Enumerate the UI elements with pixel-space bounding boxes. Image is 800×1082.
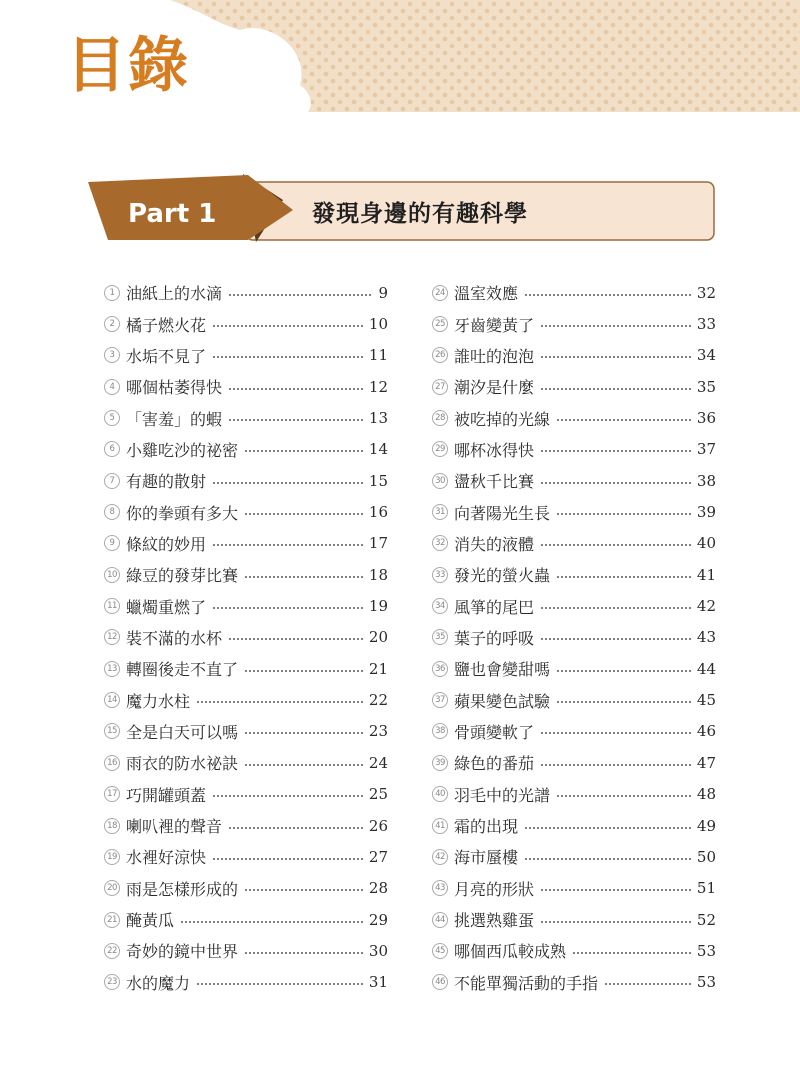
- toc-entry[interactable]: [104, 841, 388, 872]
- entry-page-number: 44: [696, 659, 716, 678]
- entry-page-number: 47: [696, 753, 716, 772]
- entry-title: 雨是怎樣形成的: [126, 879, 239, 899]
- entry-title: 發光的螢火蟲: [454, 566, 551, 586]
- page-title: 目錄: [66, 31, 190, 101]
- entry-number-badge: 7: [104, 473, 120, 489]
- entry-number-badge: 20: [104, 880, 120, 896]
- toc-entry[interactable]: [432, 747, 716, 778]
- toc-entry[interactable]: [432, 308, 716, 339]
- entry-title: 羽毛中的光譜: [454, 785, 551, 805]
- dot-leader: [212, 482, 363, 484]
- toc-entry[interactable]: [104, 465, 388, 496]
- entry-number-badge: 4: [104, 379, 120, 395]
- dot-leader: [540, 544, 691, 546]
- dot-leader: [540, 764, 691, 766]
- dot-leader: [540, 732, 691, 734]
- entry-number-badge: 5: [104, 410, 120, 426]
- entry-title: 鹽也會變甜嗎: [454, 660, 551, 680]
- dot-leader: [212, 325, 363, 327]
- dot-leader: [540, 450, 691, 452]
- entry-page-number: 37: [696, 440, 716, 459]
- entry-page-number: 19: [368, 597, 388, 616]
- toc-entry[interactable]: [104, 622, 388, 653]
- entry-number-badge: 9: [104, 535, 120, 551]
- dot-leader: [540, 921, 691, 923]
- toc-entry[interactable]: [104, 371, 388, 402]
- toc-entry[interactable]: [104, 528, 388, 559]
- entry-number-badge: 42: [432, 849, 448, 865]
- entry-title: 雨衣的防水祕訣: [126, 754, 239, 774]
- toc-entry[interactable]: [104, 434, 388, 465]
- toc-entry[interactable]: [104, 873, 388, 904]
- entry-number-badge: 35: [432, 629, 448, 645]
- entry-page-number: 53: [696, 973, 716, 992]
- entry-title: 奇妙的鏡中世界: [126, 942, 239, 962]
- entry-title: 月亮的形狀: [454, 879, 535, 899]
- entry-page-number: 33: [696, 315, 716, 334]
- entry-page-number: 45: [696, 691, 716, 710]
- entry-page-number: 50: [696, 847, 716, 866]
- entry-number-badge: 2: [104, 316, 120, 332]
- part-title: 發現身邊的有趣科學: [312, 201, 528, 227]
- entry-title: 你的拳頭有多大: [126, 503, 239, 523]
- entry-title: 蘋果變色試驗: [454, 691, 551, 711]
- entry-page-number: 53: [696, 941, 716, 960]
- entry-number-badge: 11: [104, 598, 120, 614]
- entry-number-badge: 30: [432, 473, 448, 489]
- entry-number-badge: 14: [104, 692, 120, 708]
- dot-leader: [228, 294, 372, 296]
- toc-entry[interactable]: [104, 716, 388, 747]
- dot-leader: [212, 795, 363, 797]
- dot-leader: [540, 356, 691, 358]
- entry-title: 霜的出現: [454, 817, 519, 837]
- entry-title: 誰吐的泡泡: [454, 346, 535, 366]
- entry-title: 裝不滿的水杯: [126, 628, 223, 648]
- entry-title: 水垢不見了: [126, 346, 207, 366]
- entry-number-badge: 41: [432, 818, 448, 834]
- entry-page-number: 26: [368, 816, 388, 835]
- toc-entry[interactable]: [432, 371, 716, 402]
- toc-entry[interactable]: [432, 653, 716, 684]
- entry-number-badge: 26: [432, 347, 448, 363]
- toc-entry[interactable]: [432, 904, 716, 935]
- dot-leader: [212, 858, 363, 860]
- entry-page-number: 9: [378, 283, 388, 302]
- entry-page-number: 21: [368, 659, 388, 678]
- entry-title: 挑選熟雞蛋: [454, 911, 535, 931]
- dot-leader: [540, 325, 691, 327]
- dot-leader: [244, 513, 363, 515]
- toc-entry[interactable]: [432, 841, 716, 872]
- entry-page-number: 38: [696, 471, 716, 490]
- entry-title: 潮汐是什麼: [454, 378, 535, 398]
- entry-number-badge: 24: [432, 285, 448, 301]
- entry-title: 水裡好涼快: [126, 848, 207, 868]
- entry-title: 綠色的番茄: [454, 754, 535, 774]
- entry-page-number: 41: [696, 565, 716, 584]
- toc-entry[interactable]: [432, 810, 716, 841]
- entry-page-number: 25: [368, 785, 388, 804]
- entry-page-number: 36: [696, 409, 716, 428]
- dot-leader: [556, 795, 691, 797]
- dot-leader: [556, 701, 691, 703]
- entry-number-badge: 27: [432, 379, 448, 395]
- entry-page-number: 23: [368, 722, 388, 741]
- entry-page-number: 28: [368, 879, 388, 898]
- entry-page-number: 27: [368, 847, 388, 866]
- toc-entry[interactable]: [432, 967, 716, 998]
- toc-entry[interactable]: [104, 590, 388, 621]
- toc-entry[interactable]: [104, 340, 388, 371]
- entry-page-number: 48: [696, 785, 716, 804]
- dot-leader: [212, 356, 363, 358]
- entry-number-badge: 37: [432, 692, 448, 708]
- entry-title: 全是白天可以嗎: [126, 722, 239, 742]
- entry-page-number: 18: [368, 565, 388, 584]
- dot-leader: [244, 732, 363, 734]
- entry-number-badge: 16: [104, 755, 120, 771]
- entry-number-badge: 38: [432, 723, 448, 739]
- entry-number-badge: 46: [432, 974, 448, 990]
- entry-title: 轉圈後走不直了: [126, 660, 239, 680]
- entry-number-badge: 15: [104, 723, 120, 739]
- entry-number-badge: 18: [104, 818, 120, 834]
- entry-page-number: 15: [368, 471, 388, 490]
- dot-leader: [228, 638, 363, 640]
- toc-entry[interactable]: [432, 935, 716, 966]
- dot-leader: [540, 388, 691, 390]
- toc-entry[interactable]: [432, 340, 716, 371]
- dot-leader: [228, 419, 363, 421]
- toc-entry[interactable]: [104, 684, 388, 715]
- toc-entry[interactable]: [104, 402, 388, 433]
- entry-number-badge: 36: [432, 661, 448, 677]
- entry-page-number: 51: [696, 879, 716, 898]
- dot-leader: [540, 889, 691, 891]
- dot-leader: [212, 607, 363, 609]
- toc-entry[interactable]: [104, 810, 388, 841]
- entry-number-badge: 1: [104, 285, 120, 301]
- entry-title: 油紙上的水滴: [126, 284, 223, 304]
- dot-leader: [244, 952, 363, 954]
- entry-number-badge: 10: [104, 567, 120, 583]
- dot-leader: [524, 858, 691, 860]
- entry-number-badge: 3: [104, 347, 120, 363]
- entry-title: 盪秋千比賽: [454, 472, 535, 492]
- entry-title: 向著陽光生長: [454, 503, 551, 523]
- entry-page-number: 34: [696, 346, 716, 365]
- toc-entry[interactable]: [432, 684, 716, 715]
- entry-title: 被吃掉的光線: [454, 409, 551, 429]
- entry-page-number: 31: [368, 973, 388, 992]
- toc-entry[interactable]: [104, 935, 388, 966]
- dot-leader: [556, 670, 691, 672]
- entry-number-badge: 45: [432, 943, 448, 959]
- entry-page-number: 12: [368, 377, 388, 396]
- entry-title: 哪個西瓜較成熟: [454, 942, 567, 962]
- dot-leader: [540, 638, 691, 640]
- dot-leader: [244, 576, 363, 578]
- toc-column-left: [104, 277, 388, 998]
- entry-title: 不能單獨活動的手指: [454, 973, 599, 993]
- toc-entry[interactable]: [432, 559, 716, 590]
- entry-number-badge: 28: [432, 410, 448, 426]
- dot-leader: [180, 921, 363, 923]
- dot-leader: [244, 450, 363, 452]
- entry-number-badge: 43: [432, 880, 448, 896]
- dot-leader: [556, 419, 691, 421]
- entry-number-badge: 6: [104, 441, 120, 457]
- toc-entry[interactable]: [432, 434, 716, 465]
- entry-number-badge: 25: [432, 316, 448, 332]
- entry-title: 醃黃瓜: [126, 911, 175, 931]
- entry-title: 魔力水柱: [126, 691, 191, 711]
- entry-page-number: 39: [696, 503, 716, 522]
- toc-entry[interactable]: [432, 622, 716, 653]
- dot-leader: [540, 482, 691, 484]
- entry-title: 蠟燭重燃了: [126, 597, 207, 617]
- entry-page-number: 43: [696, 628, 716, 647]
- toc-entry[interactable]: [432, 590, 716, 621]
- entry-title: 橘子燃火花: [126, 315, 207, 335]
- entry-title: 風箏的尾巴: [454, 597, 535, 617]
- entry-page-number: 40: [696, 534, 716, 553]
- entry-page-number: 16: [368, 503, 388, 522]
- entry-title: 「害羞」的蝦: [126, 409, 223, 429]
- entry-page-number: 35: [696, 377, 716, 396]
- entry-number-badge: 22: [104, 943, 120, 959]
- toc-entry[interactable]: [432, 496, 716, 527]
- dot-leader: [556, 513, 691, 515]
- toc-entry[interactable]: [432, 779, 716, 810]
- entry-title: 牙齒變黃了: [454, 315, 535, 335]
- toc-entry[interactable]: [432, 465, 716, 496]
- toc-entry[interactable]: [104, 747, 388, 778]
- entry-number-badge: 31: [432, 504, 448, 520]
- entry-title: 綠豆的發芽比賽: [126, 566, 239, 586]
- toc-entry[interactable]: [104, 779, 388, 810]
- entry-page-number: 42: [696, 597, 716, 616]
- dot-leader: [572, 952, 691, 954]
- entry-title: 哪個枯萎得快: [126, 378, 223, 398]
- entry-number-badge: 34: [432, 598, 448, 614]
- entry-page-number: 52: [696, 910, 716, 929]
- entry-title: 巧開罐頭蓋: [126, 785, 207, 805]
- entry-title: 溫室效應: [454, 284, 519, 304]
- toc-entry[interactable]: [104, 653, 388, 684]
- dot-leader: [196, 701, 363, 703]
- entry-page-number: 22: [368, 691, 388, 710]
- toc-entry[interactable]: [432, 277, 716, 308]
- dot-leader: [604, 983, 691, 985]
- entry-number-badge: 21: [104, 912, 120, 928]
- entry-number-badge: 12: [104, 629, 120, 645]
- entry-number-badge: 33: [432, 567, 448, 583]
- entry-title: 海市蜃樓: [454, 848, 519, 868]
- entry-page-number: 14: [368, 440, 388, 459]
- entry-page-number: 10: [368, 315, 388, 334]
- toc-entry[interactable]: [432, 873, 716, 904]
- entry-title: 水的魔力: [126, 973, 191, 993]
- dot-leader: [244, 764, 363, 766]
- dot-leader: [212, 544, 363, 546]
- toc-entry[interactable]: [104, 967, 388, 998]
- entry-title: 有趣的散射: [126, 472, 207, 492]
- dot-leader: [228, 388, 363, 390]
- entry-number-badge: 39: [432, 755, 448, 771]
- dot-leader: [556, 576, 691, 578]
- toc-entry[interactable]: [104, 904, 388, 935]
- entry-number-badge: 17: [104, 786, 120, 802]
- entry-title: 骨頭變軟了: [454, 722, 535, 742]
- entry-number-badge: 32: [432, 535, 448, 551]
- entry-number-badge: 19: [104, 849, 120, 865]
- dot-leader: [196, 983, 363, 985]
- entry-title: 小雞吃沙的祕密: [126, 440, 239, 460]
- dot-leader: [524, 827, 691, 829]
- entry-number-badge: 8: [104, 504, 120, 520]
- entry-page-number: 30: [368, 941, 388, 960]
- entry-page-number: 46: [696, 722, 716, 741]
- dot-leader: [244, 889, 363, 891]
- entry-title: 消失的液體: [454, 534, 535, 554]
- toc-column-right: [432, 277, 716, 998]
- entry-page-number: 20: [368, 628, 388, 647]
- part-label: Part 1: [128, 199, 217, 229]
- entry-page-number: 32: [696, 283, 716, 302]
- toc-entry[interactable]: [104, 496, 388, 527]
- dot-leader: [244, 670, 363, 672]
- entry-title: 條紋的妙用: [126, 534, 207, 554]
- entry-page-number: 13: [368, 409, 388, 428]
- toc-entry[interactable]: [432, 402, 716, 433]
- entry-number-badge: 29: [432, 441, 448, 457]
- toc-entry[interactable]: [104, 308, 388, 339]
- entry-page-number: 29: [368, 910, 388, 929]
- toc-entry[interactable]: [104, 559, 388, 590]
- entry-title: 葉子的呼吸: [454, 628, 535, 648]
- entry-title: 喇叭裡的聲音: [126, 817, 223, 837]
- entry-number-badge: 44: [432, 912, 448, 928]
- entry-page-number: 17: [368, 534, 388, 553]
- toc-entry[interactable]: [432, 716, 716, 747]
- entry-number-badge: 13: [104, 661, 120, 677]
- entry-number-badge: 23: [104, 974, 120, 990]
- entry-page-number: 11: [368, 346, 388, 365]
- dot-leader: [524, 294, 691, 296]
- dot-leader: [540, 607, 691, 609]
- entry-title: 哪杯冰得快: [454, 440, 535, 460]
- entry-page-number: 49: [696, 816, 716, 835]
- entry-number-badge: 40: [432, 786, 448, 802]
- toc-entry[interactable]: [104, 277, 388, 308]
- entry-page-number: 24: [368, 753, 388, 772]
- dot-leader: [228, 827, 363, 829]
- toc-entry[interactable]: [432, 528, 716, 559]
